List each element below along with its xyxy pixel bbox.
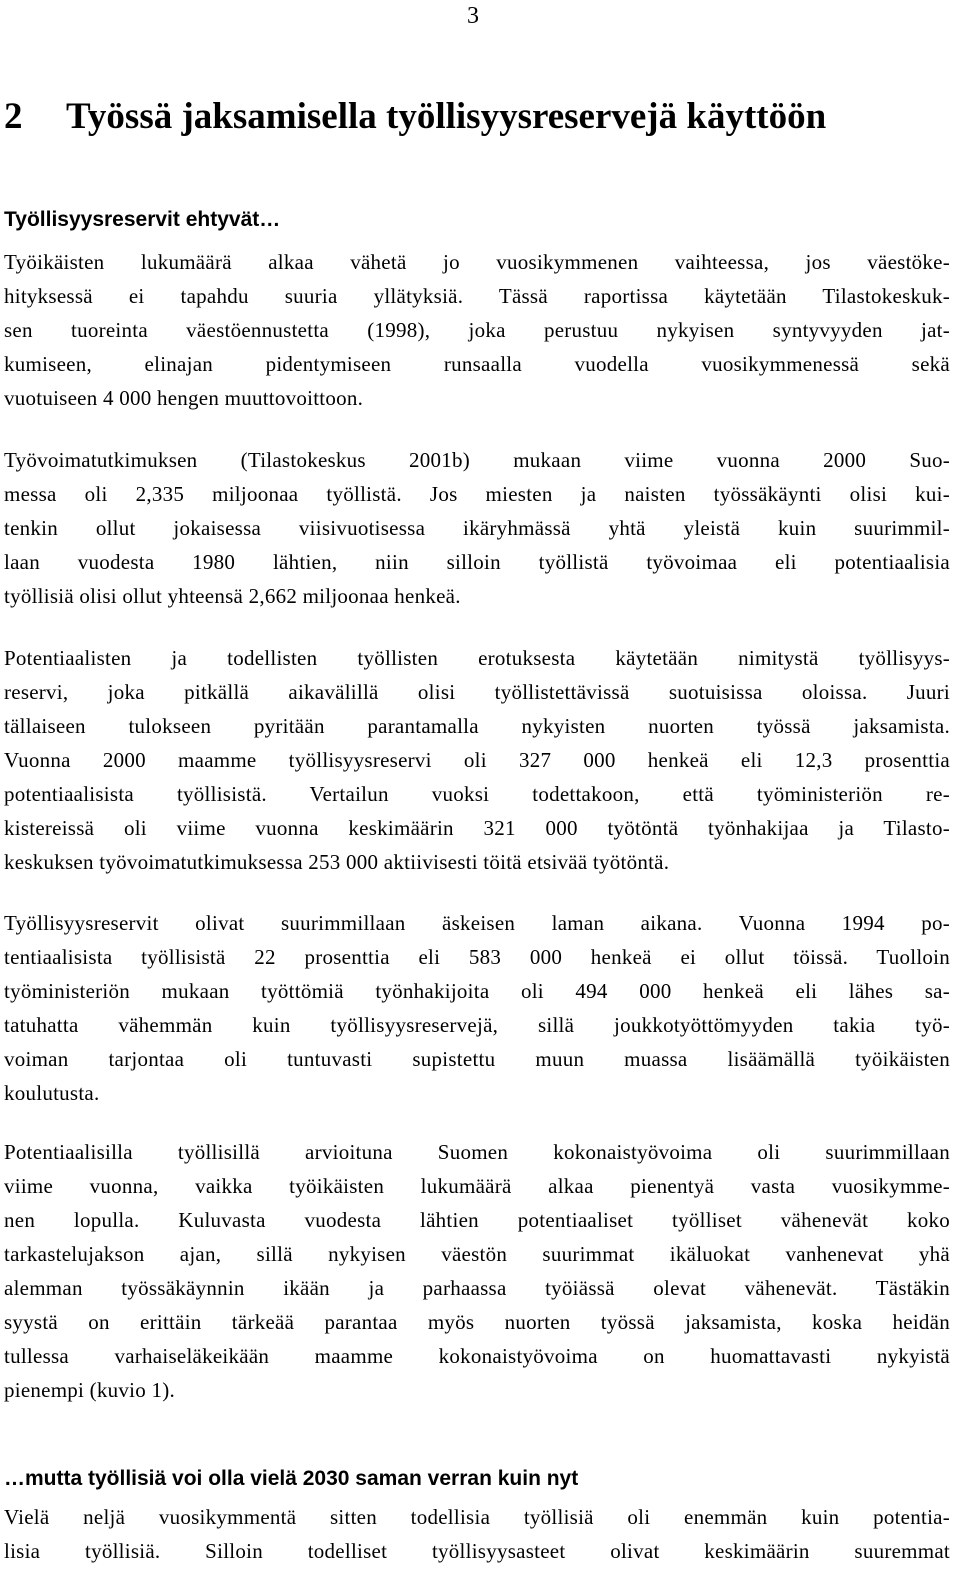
paragraph xyxy=(4,641,950,879)
text-line: tullessa varhaiseläkeikään maamme kokonaistyövoima on huomattavasti nykyistä xyxy=(4,1344,950,1368)
text-line: alemman työssäkäynnin ikään ja parhaassa työiässä olevat vähenevät. Tästäkin xyxy=(4,1276,950,1300)
paragraph xyxy=(4,1135,950,1407)
text-line: koulutusta. xyxy=(4,1081,100,1105)
text-line: reservi, joka pitkällä aikavälillä olisi työllistettävissä suotuisissa oloissa. Juuri xyxy=(4,680,950,704)
text-line: Potentiaalisilla työllisillä arvioituna Suomen kokonaistyövoima oli suurimmillaan xyxy=(4,1140,950,1164)
text-line: työministeriön mukaan työttömiä työnhakijoita oli 494 000 henkeä eli lähes sa- xyxy=(4,979,950,1003)
chapter-number: 2 xyxy=(4,96,23,137)
text-line: Työikäisten lukumäärä alkaa vähetä jo vuosikymmenen vaihteessa, jos väestöke- xyxy=(4,250,950,274)
text-line: keskuksen työvoimatutkimuksessa 253 000 aktiivisesti töitä etsivää työtöntä. xyxy=(4,850,670,874)
text-line: syystä on erittäin tärkeää parantaa myös nuorten työssä jaksamista, koska heidän xyxy=(4,1310,950,1334)
text-line: työllisiä olisi ollut yhteensä 2,662 miljoonaa henkeä. xyxy=(4,584,461,608)
text-line: tatuhatta vähemmän kuin työllisyysreservejä, sillä joukkotyöttömyyden takia työ- xyxy=(4,1013,950,1037)
text-line: tenkin ollut jokaisessa viisivuotisessa ikäryhmässä yhtä yleistä kuin suurimmil- xyxy=(4,516,950,540)
text-line: Potentiaalisten ja todellisten työllisten erotuksesta käytetään nimitystä työllisyys- xyxy=(4,646,950,670)
text-line: pienempi (kuvio 1). xyxy=(4,1378,175,1402)
text-line: potentiaalisista työllisistä. Vertailun vuoksi todettakoon, että työministeriön re- xyxy=(4,782,950,806)
text-line: kistereissä oli viime vuonna keskimäärin 321 000 työtöntä työnhakijaa ja Tilasto- xyxy=(4,816,950,840)
text-line: vuotuiseen 4 000 hengen muuttovoittoon. xyxy=(4,386,364,410)
text-line: Vielä neljä vuosikymmentä sitten todellisia työllisiä oli enemmän kuin potentia- xyxy=(4,1505,950,1529)
text-line: tarkastelujakson ajan, sillä nykyisen väestön suurimmat ikäluokat vanhenevat yhä xyxy=(4,1242,950,1266)
paragraph xyxy=(4,906,950,1110)
text-line: tentiaalisista työllisistä 22 prosenttia eli 583 000 henkeä ei ollut töissä. Tuolloin xyxy=(4,945,950,969)
paragraph xyxy=(4,1500,950,1568)
text-line: laan vuodesta 1980 lähtien, niin silloin työllistä työvoimaa eli potentiaalisia xyxy=(4,550,950,574)
text-line: nen lopulla. Kuluvasta vuodesta lähtien potentiaaliset työlliset vähenevät koko xyxy=(4,1208,950,1232)
text-line: sen tuoreinta väestöennustetta (1998), joka perustuu nykyisen syntyvyyden jat- xyxy=(4,318,950,342)
text-line: lisia työllisiä. Silloin todelliset työllisyysasteet olivat keskimäärin suuremmat xyxy=(4,1539,950,1563)
text-line: viime vuonna, vaikka työikäisten lukumäärä alkaa pienentyä vasta vuosikymme- xyxy=(4,1174,950,1198)
text-line: voiman tarjontaa oli tuntuvasti supistettu muun muassa lisäämällä työikäisten xyxy=(4,1047,950,1071)
text-line: kumiseen, elinajan pidentymiseen runsaalla vuodella vuosikymmenessä sekä xyxy=(4,352,950,376)
paragraph xyxy=(4,443,950,613)
chapter-title xyxy=(4,95,826,139)
paragraph xyxy=(4,245,950,415)
section-heading: Työllisyysreservit ehtyvät… xyxy=(4,208,281,231)
chapter-title-text: Työssä jaksamisella työllisyysreservejä käyttöön xyxy=(66,96,827,137)
text-line: Vuonna 2000 maamme työllisyysreservi oli 327 000 henkeä eli 12,3 prosenttia xyxy=(4,748,950,772)
text-line: messa oli 2,335 miljoonaa työllistä. Jos miesten ja naisten työssäkäynti olisi kui- xyxy=(4,482,950,506)
text-line: tällaiseen tulokseen pyritään parantamalla nykyisten nuorten työssä jaksamista. xyxy=(4,714,950,738)
text-line: Työvoimatutkimuksen (Tilastokeskus 2001b) mukaan viime vuonna 2000 Suo- xyxy=(4,448,950,472)
page-number: 3 xyxy=(467,3,479,29)
text-line: hityksessä ei tapahdu suuria yllätyksiä. Tässä raportissa käytetään Tilastokeskuk- xyxy=(4,284,950,308)
section-heading: …mutta työllisiä voi olla vielä 2030 saman verran kuin nyt xyxy=(4,1467,579,1490)
text-line: Työllisyysreservit olivat suurimmillaan äskeisen laman aikana. Vuonna 1994 po- xyxy=(4,911,950,935)
